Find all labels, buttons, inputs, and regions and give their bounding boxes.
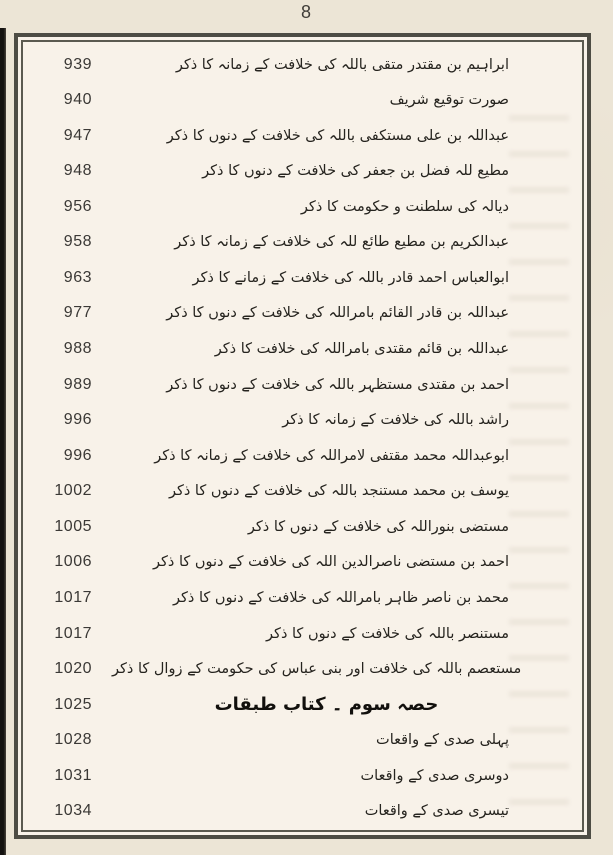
toc-entry-title: عبداللہ بن قائم مقتدی بامراللہ کی خلافت کا ذکر <box>214 341 509 357</box>
toc-page-number: 956 <box>63 197 92 215</box>
toc-row <box>24 47 581 82</box>
toc-row <box>24 332 581 367</box>
toc-entry-title: محمد بن ناصر ظاہر بامراللہ کی خلافت کے دنوں کا ذکر <box>173 589 509 606</box>
toc-row <box>24 616 581 651</box>
toc-row <box>24 189 581 224</box>
toc-row <box>24 474 581 509</box>
toc-entry-title: حصہ سوم ۔ کتاب طبقات <box>214 694 439 716</box>
toc-page-number: 1017 <box>54 588 92 606</box>
toc-row <box>24 154 581 189</box>
toc-row <box>24 225 581 260</box>
toc-page-number: 1020 <box>54 660 92 678</box>
toc-page-number: 989 <box>63 375 92 393</box>
toc-row <box>24 723 581 758</box>
toc-page-number: 958 <box>63 233 92 251</box>
toc-page-number: 988 <box>63 340 92 357</box>
toc-page-number: 939 <box>63 55 92 73</box>
toc-row <box>24 83 581 118</box>
toc-row <box>24 367 581 402</box>
toc-page-number: 963 <box>63 268 92 286</box>
toc-page-number: 1005 <box>54 517 92 535</box>
toc-page-number: 1034 <box>54 802 92 820</box>
toc-entry-title: تیسری صدی کے واقعات <box>364 803 509 820</box>
toc-row <box>24 403 581 438</box>
table-of-contents <box>24 47 581 829</box>
toc-entry-title: دوسری صدی کے واقعات <box>360 767 509 784</box>
toc-row <box>24 509 581 544</box>
toc-row <box>24 758 581 793</box>
toc-entry-title: صورت توقیع شریف <box>389 92 509 109</box>
toc-row <box>24 438 581 473</box>
toc-entry-title: مستعصم باللہ کی خلافت اور بنی عباس کی حکومت کے زوال کا ذکر <box>112 661 522 678</box>
toc-row <box>24 296 581 331</box>
toc-entry-title: احمد بن مقتدی مستظہر باللہ کی خلافت کے دنوں کا ذکر <box>166 376 509 393</box>
toc-row <box>24 260 581 295</box>
toc-row <box>24 652 581 687</box>
toc-entry-title: عبداللہ بن علی مستکفی باللہ کی خلافت کے دنوں کا ذکر <box>166 127 509 144</box>
toc-page-number: 996 <box>63 411 92 429</box>
toc-row <box>24 794 581 829</box>
toc-page-number: 947 <box>63 126 92 144</box>
folio-page-number: 8 <box>300 2 312 22</box>
toc-page-number: 1028 <box>54 731 92 749</box>
toc-page-number: 996 <box>63 446 92 464</box>
toc-entry-title: مستضی بنوراللہ کی خلافت کے دنوں کا ذکر <box>247 518 509 535</box>
toc-row <box>24 687 581 722</box>
toc-entry-title: ابوعبداللہ محمد مقتفی لامراللہ کی خلافت کے زمانہ کا ذکر <box>154 447 509 464</box>
toc-page-number: 1006 <box>54 553 92 571</box>
toc-row <box>24 545 581 580</box>
toc-row <box>24 118 581 153</box>
book-spine-scan-edge <box>0 28 6 855</box>
toc-page-number: 940 <box>63 91 92 109</box>
toc-entry-title: ابوالعباس احمد قادر باللہ کی خلافت کے زمانے کا ذکر <box>192 269 509 286</box>
toc-entry-title: راشد باللہ کی خلافت کے زمانہ کا ذکر <box>282 412 509 429</box>
toc-entry-title: ابراہیم بن مقتدر متقی باللہ کی خلافت کے زمانہ کا ذکر <box>175 56 509 73</box>
toc-row <box>24 580 581 615</box>
toc-entry-title: مطیع للہ فضل بن جعفر کی خلافت کے دنوں کا ذکر <box>202 163 509 180</box>
toc-entry-title: پہلی صدی کے واقعات <box>376 732 509 749</box>
toc-entry-title: عبدالکریم بن مطیع طائع للہ کی خلافت کے زمانہ کا ذکر <box>174 234 509 251</box>
page-border-frame <box>14 33 591 839</box>
toc-page-number: 1002 <box>54 482 92 500</box>
toc-entry-title: عبداللہ بن قادر القائم بامراللہ کی خلافت کے دنوں کا ذکر <box>166 305 509 322</box>
toc-page-number: 948 <box>63 162 92 180</box>
toc-page-number: 1031 <box>54 766 92 784</box>
toc-page-number: 1025 <box>54 695 92 713</box>
toc-entry-title: مستنصر باللہ کی خلافت کے دنوں کا ذکر <box>266 625 509 642</box>
toc-page-number: 1017 <box>54 624 92 642</box>
toc-entry-title: دیالہ کی سلطنت و حکومت کا ذکر <box>300 198 509 215</box>
toc-entry-title: احمد بن مستضی ناصرالدین اللہ کی خلافت کے دنوں کا ذکر <box>152 554 509 571</box>
toc-page-number: 977 <box>63 304 92 322</box>
toc-entry-title: یوسف بن محمد مستنجد باللہ کی خلافت کے دنوں کا ذکر <box>168 483 509 500</box>
